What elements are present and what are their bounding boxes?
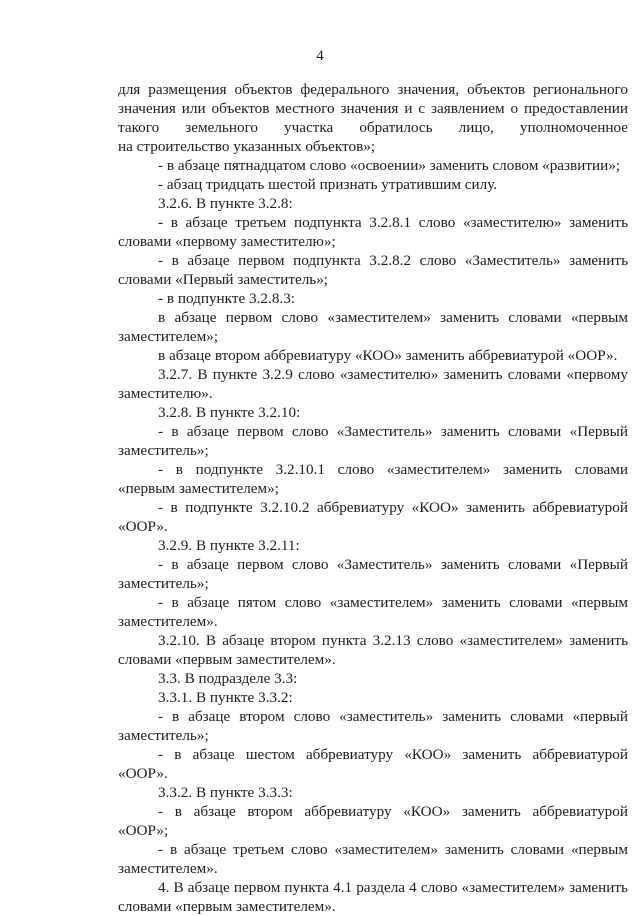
text-line: 4. В абзаце первом пункта 4.1 раздела 4 слово «заместителем» заменить [158,879,628,896]
text-line: словами «Первый заместитель»; [118,271,329,288]
page-number: 4 [316,48,324,64]
text-line: заместитель»; [118,575,209,592]
text-line: - в подпункте 3.2.10.1 слово «заместителем» заменить словами [158,461,628,478]
text-line: «ООР». [118,765,168,782]
text-line: заместителем». [118,613,218,630]
text-line: «ООР». [118,518,168,535]
text-line: - в абзаце первом слово «Заместитель» заменить словами «Первый [158,423,628,440]
text-line: в абзаце первом слово «заместителем» заменить словами «первым [158,309,628,326]
text-line: заместитель»; [118,442,209,459]
text-line: 3.3. В подразделе 3.3: [158,670,298,687]
text-line: такого земельного участка обратилось лицо, уполномоченное [118,119,628,136]
text-line: - в абзаце пятнадцатом слово «освоении» заменить словом «развитии»; [158,157,621,174]
text-line: на строительство указанных объектов»; [118,138,376,155]
text-line: - в абзаце втором слово «заместитель» заменить словами «первый [158,708,628,725]
text-line: словами «первому заместителю»; [118,233,336,250]
text-line: - в абзаце шестом аббревиатуру «КОО» заменить аббревиатурой [158,746,628,763]
text-line: заместителю». [118,385,213,402]
text-line: 3.2.9. В пункте 3.2.11: [158,537,300,554]
text-line: - в подпункте 3.2.10.2 аббревиатуру «КОО» заменить аббревиатурой [158,499,628,516]
text-line: словами «первым заместителем». [118,898,336,915]
text-line: 3.3.2. В пункте 3.3.3: [158,784,293,801]
text-line: - в абзаце третьем слово «заместителем» заменить словами «первым [158,841,628,858]
text-line: - в абзаце первом слово «Заместитель» заменить словами «Первый [158,556,628,573]
text-line: - в абзаце пятом слово «заместителем» заменить словами «первым [158,594,628,611]
text-line: - в абзаце первом подпункта 3.2.8.2 слово «Заместитель» заменить [158,252,628,269]
text-line: в абзаце втором аббревиатуру «КОО» заменить аббревиатурой «ООР». [158,347,618,364]
text-line: заместителем»; [118,328,219,345]
text-line: 3.2.6. В пункте 3.2.8: [158,195,293,212]
text-line: заместитель»; [118,727,209,744]
text-line: - в абзаце втором аббревиатуру «КОО» заменить аббревиатурой [158,803,628,820]
text-line: 3.2.8. В пункте 3.2.10: [158,404,301,421]
text-line: заместителем». [118,860,218,877]
text-line: словами «первым заместителем». [118,651,336,668]
text-line: значения или объектов местного значения и с заявлением о предоставлении [118,100,628,117]
document-body [118,80,628,916]
text-line: 3.2.10. В абзаце втором пункта 3.2.13 слово «заместителем» заменить [158,632,628,649]
text-line: для размещения объектов федерального значения, объектов регионального [118,81,628,98]
text-line: 3.2.7. В пункте 3.2.9 слово «заместителю» заменить словами «первому [158,366,628,383]
text-line: «первым заместителем»; [118,480,279,497]
text-line: 3.3.1. В пункте 3.3.2: [158,689,293,706]
text-line: - в подпункте 3.2.8.3: [158,290,296,307]
text-line: - абзац тридцать шестой признать утратившим силу. [158,176,498,193]
text-line: «ООР»; [118,822,169,839]
text-line: - в абзаце третьем подпункта 3.2.8.1 слово «заместителю» заменить [158,214,628,231]
